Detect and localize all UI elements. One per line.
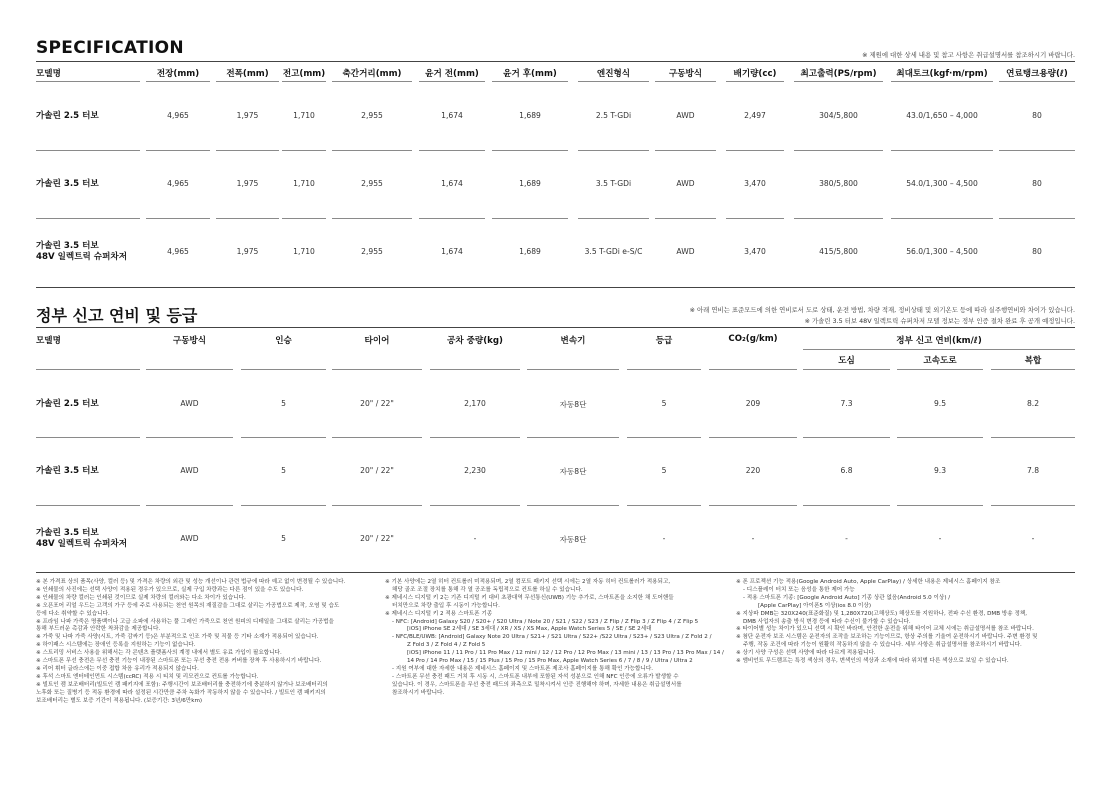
fuel-row-divider <box>241 437 326 438</box>
footnote-line: ※ 인쇄물의 사진에는 선택 사양이 적용된 경우가 있으므로, 실제 구입 차량과는 다른 점이 있을 수도 있습니다. <box>36 586 304 593</box>
footnote-line: - 스마트폰 무선 충전 패드 거치 후 시동 시, 스마트폰 내부에 포함된 자석 성분으로 인해 NFC 인증에 오류가 발생할 수 <box>392 673 679 680</box>
footnote-line: ※ 제네시스 디지털 키 2는 기존 디지털 키 대비 초광대역 무선통신(UWB) 기능 추가로, 스마트폰을 소지한 채 도어핸들 <box>385 594 674 601</box>
fuel-cell: 8.2 <box>1026 399 1040 408</box>
fuel-row-divider <box>803 505 890 506</box>
fuel-row-divider <box>709 437 797 438</box>
fuel-cell: 5 <box>661 399 667 408</box>
fuel-cell: 2,230 <box>464 466 486 475</box>
fuel-col-header: 인승 <box>275 336 292 346</box>
footnote-line: - 적용 스마트폰 기종: [Google Android Auto] 기종 상관 없음(Android 5.0 이상) / <box>743 594 951 601</box>
fuel-cell: - <box>662 534 666 543</box>
fuel-row-divider <box>146 437 233 438</box>
spec-row-divider <box>216 150 279 151</box>
footnote-line: [Apple CarPlay] 아이폰5 이상(ios 8.0 이상) <box>758 602 872 609</box>
footnote-line: ※ 스마트폰 무선 충전은 무선 충전 기능이 내장된 스마트폰 또는 무선 충전 전용 커버를 장착 후 사용하시기 바랍니다. <box>36 658 322 665</box>
fuel-col-header: 변속기 <box>560 336 586 346</box>
fuel-row-divider <box>527 437 619 438</box>
footnote-line: ※ 스트리밍 서비스 사용을 위해서는 각 콘텐츠 플랫폼사의 계정 내에서 별도 유료 가입이 필요합니다. <box>36 650 282 657</box>
spec-cell: 380/5,800 <box>819 179 858 188</box>
fuel-model-name: 가솔린 3.5 터보 <box>36 528 99 538</box>
fuel-row-divider <box>36 437 140 438</box>
footnotes-column-2 <box>385 579 724 698</box>
fuel-header-underline <box>332 369 422 370</box>
spec-cell: 2,955 <box>361 111 383 120</box>
spec-row-divider <box>578 150 649 151</box>
fuel-cell: - <box>1031 534 1035 543</box>
fuel-row-divider <box>527 505 619 506</box>
fuel-header-underline <box>991 369 1075 370</box>
fuel-model-name: 가솔린 2.5 터보 <box>36 399 99 409</box>
footnote-line: 터치만으로 차량 출입 후 시동이 가능합니다. <box>392 602 500 609</box>
footnote-line: ※ 리어 휘터 글라스에는 이중 접합 차음 유리가 적용되지 않습니다. <box>36 665 199 672</box>
footnote-line: 있습니다. 이 경우, 스마트폰을 무선 충전 패드의 좌측으로 밀착시켜서 인증 진행해야 하며, 자세한 내용은 취급설명서를 <box>392 681 682 688</box>
fuel-group-header: 정부 신고 연비(km/ℓ) <box>896 336 982 346</box>
footnotes-column-1 <box>36 579 345 706</box>
footnote-line: - NFC/BLE/UWB: [Android] Galaxy Note 20 Ultra / S21+ / S21 Ultra / S22+ /S22 Ultra / S23+ / S23 Ultra / Z Fold 2 / <box>392 634 712 641</box>
spec-cell: 1,689 <box>519 111 541 120</box>
spec-cell: 80 <box>1032 111 1042 120</box>
spec-row-divider <box>419 218 485 219</box>
spec-cell: 56.0/1,300 – 4,500 <box>906 247 978 256</box>
fuel-cell: AWD <box>180 399 199 408</box>
spec-cell: 1,674 <box>441 247 463 256</box>
footnote-line: 해당 골조 조절 장치를 통해 각 열 공조를 독립적으로 컨트롤 하실 수 있습니다. <box>392 586 583 593</box>
fuel-cell: 자동8단 <box>559 535 587 544</box>
spec-row-divider <box>146 218 210 219</box>
spec-cell: 4,965 <box>167 111 189 120</box>
fuel-row-divider <box>627 437 701 438</box>
fuel-cell: - <box>751 534 755 543</box>
footnote-line: 등에 다소 취약할 수 있습니다. <box>36 610 110 617</box>
spec-header-underline <box>332 81 412 82</box>
fuel-cell: 20" / 22" <box>360 534 394 543</box>
fuel-cell: 7.3 <box>840 399 853 408</box>
spec-cell: 43.0/1,650 – 4,000 <box>906 111 978 120</box>
fuel-header-underline <box>803 369 890 370</box>
footnote-line: - 디스플레이 터치 또는 음성을 통한 제어 가능 <box>743 586 855 593</box>
fuel-cell: - <box>845 534 848 543</box>
spec-cell: 1,975 <box>236 111 259 120</box>
spec-col-header: 축간거리(mm) <box>342 69 402 79</box>
spec-note: ※ 제원에 대한 상세 내용 및 참고 사항은 취급설명서를 참조하시기 바랍니다. <box>862 51 1075 59</box>
footnote-line: 통해 부드러운 촉감과 안락한 착좌감을 제공합니다. <box>36 626 161 633</box>
fuel-row-divider <box>803 437 890 438</box>
spec-model-name: 가솔린 3.5 터보 <box>36 241 99 251</box>
footnote-line: 보조배터리는 별도 보증 기간이 적용됩니다. (보증기간: 3년/6만km) <box>36 697 203 704</box>
spec-row-divider <box>332 150 412 151</box>
footnote-line: - NFC: [Android] Galaxy S20 / S20+ / S20 Ultra / Note 20 / S21 / S22 / S23 / Z Flip / Z Flip 3 / Z Flip 4 / Z Flip 5 <box>392 618 699 625</box>
spec-bottom-rule <box>36 287 1075 288</box>
spec-row-divider <box>578 218 649 219</box>
spec-row-divider <box>726 218 784 219</box>
fuel-header-underline <box>146 369 233 370</box>
spec-cell: 3,470 <box>744 179 766 188</box>
fuel-row-divider <box>332 437 422 438</box>
fuel-cell: 7.8 <box>1026 466 1040 475</box>
spec-row-divider <box>999 150 1075 151</box>
fuel-cell: 9.5 <box>933 399 947 408</box>
spec-cell: 80 <box>1032 179 1042 188</box>
footnote-line: ※ 지상파 DMB는 320X240(표준화질) 및 1,280X720(고해상도) 해상도를 지원하나, 전파 수신 환경, DMB 방송 정책, <box>736 610 1028 617</box>
spec-header-underline <box>999 81 1075 82</box>
spec-model-name: 가솔린 2.5 터보 <box>36 111 99 121</box>
fuel-row-divider <box>36 505 140 506</box>
spec-col-header: 엔진형식 <box>596 69 631 79</box>
spec-row-divider <box>655 150 716 151</box>
spec-col-header: 전장(mm) <box>156 69 200 79</box>
fuel-cell: 5 <box>281 466 286 475</box>
spec-cell: 1,674 <box>441 111 463 120</box>
footnote-line: 참조하시기 바랍니다. <box>392 689 445 696</box>
spec-row-divider <box>655 218 716 219</box>
footnote-line: 노후화 또는 질병기 등 적동 환경에 따라 설정된 시간만큼 주차 녹화가 작동하지 않을 수 있습니다. / 빌트인 캠 패키지의 <box>36 689 326 696</box>
fuel-row-divider <box>991 505 1075 506</box>
spec-row-divider <box>282 218 326 219</box>
fuel-row-divider <box>709 505 797 506</box>
spec-row-divider <box>146 150 210 151</box>
fuel-header-underline <box>241 369 326 370</box>
footnote-line: ※ 상기 사양 구성은 선택 사양에 따라 다르게 적용됩니다. <box>736 650 876 657</box>
fuel-note-2: ※ 가솔린 3.5 터보 48V 일렉트릭 슈퍼차저 모델 정보는 정부 인증 절차 완료 후 공개 예정입니다. <box>804 317 1075 325</box>
fuel-note-1: ※ 아래 연비는 표준모드에 의한 연비로서 도로 상태, 운전 방법, 차량 적재, 정비상태 및 외기온도 등에 따라 실주행연비와 차이가 있습니다. <box>689 306 1075 314</box>
footnote-line: 주행, 작동 조건에 따라 기능이 원활히 작동하지 않을 수 있습니다. 세부 사항은 취급설명서를 참조하시기 바랍니다. <box>743 642 1022 649</box>
fuel-cell: AWD <box>180 534 199 543</box>
spec-row-divider <box>36 150 140 151</box>
spec-header-underline <box>282 81 326 82</box>
spec-cell: 1,975 <box>236 247 259 256</box>
footnote-line: ※ 후석 스마트 엔터테인먼트 시스템(ccRC) 적용 시 티치 및 리모컨으로 컨트롤 가능합니다. <box>36 673 259 680</box>
spec-cell: 3,470 <box>744 247 766 256</box>
spec-header-underline <box>146 81 210 82</box>
fuel-col-header: 타이어 <box>364 336 390 346</box>
spec-cell: 1,975 <box>236 179 259 188</box>
fuel-title: 정부 신고 연비 및 등급 <box>36 306 198 325</box>
fuel-cell: AWD <box>180 466 199 475</box>
footnote-line: [iOS] iPhone 11 / 11 Pro / 11 Pro Max / 12 mini / 12 / 12 Pro / 12 Pro Max / 13 mini / 13 / 13 Pro / 13 Pro Max / 14 / <box>407 650 724 657</box>
spec-header-underline <box>216 81 279 82</box>
fuel-header-underline <box>527 369 619 370</box>
footnote-line: ※ 오픈포어 리얼 우드는 고객의 가구 등에 주로 사용되는 천연 원목의 재질감을 그대로 살리는 가공법으로 제작, 오염 및 습도 <box>36 602 340 609</box>
spec-col-header: 윤거 전(mm) <box>425 69 479 79</box>
fuel-cell: 9.3 <box>933 466 947 475</box>
spec-header-underline <box>726 81 784 82</box>
spec-row-divider <box>419 150 485 151</box>
footnote-rule <box>36 572 1075 573</box>
spec-row-divider <box>332 218 412 219</box>
spec-col-header: 전고(mm) <box>282 69 326 79</box>
fuel-row-divider <box>332 505 422 506</box>
footnote-line: ※ 기본 사양에는 2열 히터 컨트롤러 미적용되며, 2열 컴포트 패키지 선택 시에는 2열 자동 히터 컨트롤러가 적용되고, <box>385 579 671 585</box>
spec-cell: 2.5 T-GDi <box>595 111 632 120</box>
spec-title: SPECIFICATION <box>36 38 184 58</box>
fuel-sub-header: 복합 <box>1024 356 1042 366</box>
fuel-model-name: 48V 일렉트릭 슈퍼차저 <box>36 539 128 549</box>
fuel-sub-header: 고속도로 <box>923 356 957 366</box>
fuel-group-underline <box>803 349 1075 350</box>
fuel-header-underline <box>897 369 983 370</box>
spec-cell: 1,689 <box>519 179 541 188</box>
footnote-line: DMB 사업자의 송출 방식 변경 등에 따라 수신이 불가할 수 있습니다. <box>743 618 911 625</box>
spec-row-divider <box>999 218 1075 219</box>
spec-cell: 54.0/1,300 – 4,500 <box>906 179 978 188</box>
footnote-line: Z Fold 3 / Z Fold 4 / Z Fold 5 <box>407 642 486 649</box>
fuel-cell: 220 <box>745 466 761 475</box>
spec-cell: 1,710 <box>293 247 315 256</box>
spec-cell: 1,710 <box>293 111 315 120</box>
fuel-header-underline <box>36 369 140 370</box>
footnotes-column-3 <box>736 579 1037 666</box>
spec-top-rule <box>36 61 1075 62</box>
fuel-row-divider <box>430 437 520 438</box>
spec-header-underline <box>419 81 485 82</box>
spec-row-divider <box>36 218 140 219</box>
fuel-row-divider <box>991 437 1075 438</box>
spec-col-header: 구동방식 <box>668 69 703 79</box>
fuel-header-underline <box>627 369 701 370</box>
spec-header-underline <box>578 81 649 82</box>
fuel-cell: 5 <box>281 399 286 408</box>
fuel-col-header: 구동방식 <box>172 336 207 346</box>
fuel-top-rule <box>36 327 1075 328</box>
spec-cell: 3.5 T-GDi e-S/C <box>584 247 643 256</box>
spec-row-divider <box>891 150 993 151</box>
spec-cell: AWD <box>676 111 695 120</box>
spec-col-header: 연료탱크용량(ℓ) <box>1006 69 1068 79</box>
fuel-row-divider <box>627 505 701 506</box>
footnote-line: ※ 인쇄물의 차량 컬러는 인쇄된 것이므로 실제 차량의 컬러와는 다소 차이가 있습니다. <box>36 594 246 601</box>
spec-header-underline <box>36 81 140 82</box>
spec-cell: 4,965 <box>167 247 189 256</box>
spec-cell: 2,955 <box>361 179 383 188</box>
spec-cell: 1,689 <box>519 247 541 256</box>
spec-row-divider <box>216 218 279 219</box>
fuel-header-underline <box>709 369 797 370</box>
fuel-col-header: 공차 중량(kg) <box>447 336 503 346</box>
spec-model-name: 가솔린 3.5 터보 <box>36 179 99 189</box>
footnote-line: ※ 하이패스 시스템에는 장애인 등록을 지원하는 기능이 없습니다. <box>36 642 196 649</box>
spec-col-header: 모델명 <box>36 69 61 79</box>
fuel-row-divider <box>430 505 520 506</box>
footnote-line: ※ 프라임 나파 가죽은 명품백이나 고급 소파에 사용하는 풀 그레인 가죽으로 천연 원피의 디테일을 그대로 살리는 가공법을 <box>36 618 334 625</box>
fuel-model-name: 가솔린 3.5 터보 <box>36 466 99 476</box>
spec-cell: AWD <box>676 179 695 188</box>
spec-cell: 1,674 <box>441 179 463 188</box>
footnote-line: ※ 본 가격표 상의 품목(사양, 컬러 등) 및 가격은 차량의 외관 및 성능 개선이나 관련 법규에 따라 예고 없이 변경될 수 있습니다. <box>36 579 346 585</box>
spec-row-divider <box>492 218 568 219</box>
fuel-cell: 20" / 22" <box>360 466 394 475</box>
spec-cell: AWD <box>676 247 695 256</box>
spec-col-header: 최대토크(kgf·m/rpm) <box>896 69 988 79</box>
spec-cell: 304/5,800 <box>819 111 858 120</box>
footnote-line: ※ 타이어별 성능 차이가 있으니 선택 시 확인 바라며, 안전한 운전을 위해 타이어 교체 시에는 취급설명서를 참조 바랍니다. <box>736 626 1034 633</box>
fuel-cell: 자동8단 <box>559 467 587 476</box>
fuel-row-divider <box>897 437 983 438</box>
footnote-line: - 지원 여부에 대한 자세한 내용은 제네시스 홈페이지 및 스마트폰 제조사 홈페이지를 통해 확인 가능합니다. <box>392 665 654 672</box>
footnote-line: ※ 첨단 운전자 보조 시스템은 운전자의 조작을 보조하는 기능이므로, 항상 주의를 기울여 운전하시기 바랍니다. 주변 환경 및 <box>736 634 1038 641</box>
spec-row-divider <box>794 150 883 151</box>
fuel-header-underline <box>430 369 520 370</box>
fuel-col-header: CO₂(g/km) <box>728 334 778 344</box>
spec-cell: 415/5,800 <box>819 247 858 256</box>
spec-row-divider <box>726 150 784 151</box>
fuel-cell: 20" / 22" <box>360 399 394 408</box>
footnote-line: ※ 앰비언트 무드램프는 특정 색상의 경우, 변색인의 색상과 소재에 따라 위치별 다른 색상으로 보일 수 있습니다. <box>736 658 1009 665</box>
fuel-cell: 209 <box>745 399 761 408</box>
spec-row-divider <box>794 218 883 219</box>
spec-col-header: 전폭(mm) <box>226 69 269 79</box>
footnote-line: ※ 가죽 및 나파 가죽 사양(시트, 가죽 감싸기 등)은 부분적으로 인조 가죽 및 직물 등 기타 소재가 적용되어 있습니다. <box>36 634 319 641</box>
spec-header-underline <box>655 81 716 82</box>
spec-col-header: 최고출력(PS/rpm) <box>800 69 877 79</box>
footnote-line: ※ 폰 프로젝션 기능 적용(Google Android Auto, Apple CarPlay) / 상세한 내용은 제네시스 홈페이지 참조 <box>736 579 1001 585</box>
spec-cell: 1,710 <box>293 179 315 188</box>
fuel-cell: 6.8 <box>840 466 853 475</box>
fuel-cell: - <box>938 534 942 543</box>
spec-col-header: 윤거 후(mm) <box>503 69 557 79</box>
spec-header-underline <box>794 81 883 82</box>
spec-header-underline <box>891 81 993 82</box>
fuel-col-header: 등급 <box>655 336 673 346</box>
fuel-cell: 자동8단 <box>559 400 587 409</box>
fuel-cell: 2,170 <box>464 399 486 408</box>
fuel-cell: 5 <box>661 466 667 475</box>
fuel-cell: 5 <box>281 534 286 543</box>
fuel-cell: - <box>473 534 477 543</box>
fuel-row-divider <box>897 505 983 506</box>
fuel-sub-header: 도심 <box>838 356 855 366</box>
spec-row-divider <box>891 218 993 219</box>
footnote-line: [iOS] iPhone SE 2세대 / SE 3세대 / XR / XS / XS Max, Apple Watch Series 5 / SE / SE 2세대 <box>407 626 652 633</box>
footnote-line: 14 Pro / 14 Pro Max / 15 / 15 Plus / 15 Pro / 15 Pro Max, Apple Watch Series 6 / 7 / 8 / 9 / Ultra / Ultra 2 <box>407 658 693 665</box>
fuel-row-divider <box>241 505 326 506</box>
fuel-col-header: 모델명 <box>36 336 61 346</box>
spec-col-header: 배기량(cc) <box>733 69 777 79</box>
spec-row-divider <box>492 150 568 151</box>
spec-model-name: 48V 일렉트릭 슈퍼차저 <box>36 252 128 262</box>
spec-header-underline <box>492 81 568 82</box>
spec-row-divider <box>282 150 326 151</box>
fuel-row-divider <box>146 505 233 506</box>
spec-cell: 80 <box>1032 247 1042 256</box>
spec-cell: 4,965 <box>167 179 189 188</box>
footnote-line: ※ 제네시스 디지털 키 2 적용 스마트폰 기종 <box>385 610 493 617</box>
footnote-line: ※ 빌트인 캠 보조배터리(빌트인 캠 패키지에 포함): 주행시간이 보조배터리를 충전하기에 충분하지 않거나 보조배터리의 <box>36 681 328 688</box>
spec-cell: 2,955 <box>361 247 383 256</box>
spec-cell: 3.5 T-GDi <box>595 179 632 188</box>
spec-cell: 2,497 <box>744 111 766 120</box>
